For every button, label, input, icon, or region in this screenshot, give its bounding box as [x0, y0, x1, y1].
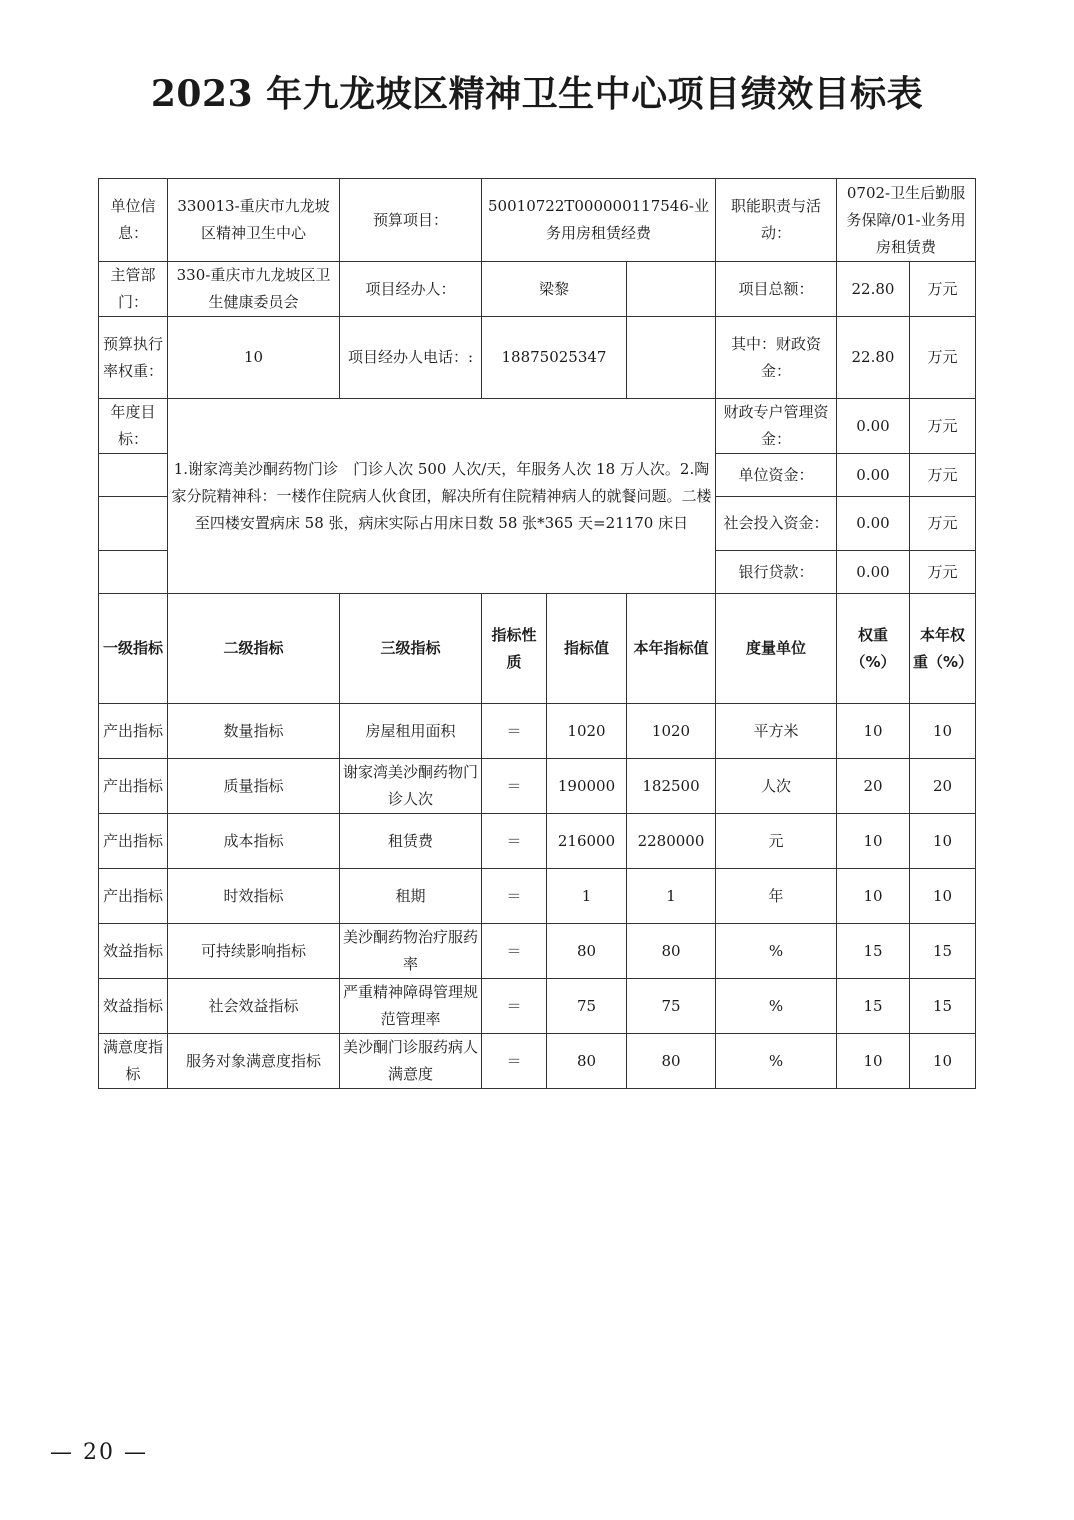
year-value-cell: 1: [627, 869, 716, 924]
weight-cell: 15: [837, 979, 910, 1034]
value-cell: 216000: [547, 814, 627, 869]
header-value: 指标值: [547, 594, 627, 704]
loan-label: 银行贷款：: [716, 551, 837, 594]
unit-label: 单位信息：: [99, 179, 168, 262]
year-value-cell: 182500: [627, 759, 716, 814]
indicator-header-row: [99, 594, 976, 704]
special-unit: 万元: [910, 399, 976, 454]
value-cell: 1020: [547, 704, 627, 759]
empty-cell: [627, 262, 716, 317]
annual-goal-text: 1.谢家湾美沙酮药物门诊 门诊人次 500 人次/天，年服务人次 18 万人次。2.陶家分院精神科：一楼作住院病人伙食团，解决所有住院精神病人的就餐问题。二楼至四楼安置病床 58 张，病床实际占用床日数 58 张*365 天=21170 床日: [168, 399, 716, 594]
phone-label: 项目经办人电话：:: [340, 317, 482, 399]
performance-target-table: [98, 178, 976, 1089]
empty-cell: [99, 454, 168, 497]
page-number: — 20 —: [50, 1440, 148, 1465]
level2-cell: 可持续影响指标: [168, 924, 340, 979]
value-cell: 1: [547, 869, 627, 924]
nature-cell: ＝: [482, 704, 547, 759]
level3-cell: 谢家湾美沙酮药物门诊人次: [340, 759, 482, 814]
nature-cell: ＝: [482, 814, 547, 869]
level2-cell: 时效指标: [168, 869, 340, 924]
header-year-value: 本年指标值: [627, 594, 716, 704]
value-cell: 75: [547, 979, 627, 1034]
duty-value: 0702-卫生后勤服务保障/01-业务用房租赁费: [837, 179, 976, 262]
header-level1: 一级指标: [99, 594, 168, 704]
header-unit: 度量单位: [716, 594, 837, 704]
weight-cell: 10: [837, 814, 910, 869]
year-value-cell: 80: [627, 1034, 716, 1089]
phone-value: 18875025347: [482, 317, 627, 399]
info-row-special: [99, 399, 976, 454]
unit-cell: 平方米: [716, 704, 837, 759]
level3-cell: 美沙酮药物治疗服药率: [340, 924, 482, 979]
empty-cell: [99, 497, 168, 551]
nature-cell: ＝: [482, 869, 547, 924]
header-weight: 权重（%）: [837, 594, 910, 704]
self-value: 0.00: [837, 454, 910, 497]
social-label: 社会投入资金：: [716, 497, 837, 551]
table-row: [99, 924, 976, 979]
header-level3: 三级指标: [340, 594, 482, 704]
level1-cell: 产出指标: [99, 869, 168, 924]
header-nature: 指标性质: [482, 594, 547, 704]
loan-unit: 万元: [910, 551, 976, 594]
loan-value: 0.00: [837, 551, 910, 594]
nature-cell: ＝: [482, 924, 547, 979]
table-row: [99, 979, 976, 1034]
dept-value: 330-重庆市九龙坡区卫生健康委员会: [168, 262, 340, 317]
level1-cell: 满意度指标: [99, 1034, 168, 1089]
year-weight-cell: 20: [910, 759, 976, 814]
table-row: [99, 1034, 976, 1089]
info-row-dept: [99, 262, 976, 317]
total-value: 22.80: [837, 262, 910, 317]
level2-cell: 成本指标: [168, 814, 340, 869]
level3-cell: 严重精神障碍管理规范管理率: [340, 979, 482, 1034]
value-cell: 190000: [547, 759, 627, 814]
unit-cell: %: [716, 979, 837, 1034]
header-year-weight: 本年权重（%）: [910, 594, 976, 704]
weight-cell: 10: [837, 869, 910, 924]
year-weight-cell: 15: [910, 924, 976, 979]
special-label: 财政专户管理资金：: [716, 399, 837, 454]
value-cell: 80: [547, 924, 627, 979]
unit-cell: %: [716, 1034, 837, 1089]
weight-cell: 20: [837, 759, 910, 814]
budget-item-label: 预算项目：: [340, 179, 482, 262]
level1-cell: 效益指标: [99, 979, 168, 1034]
level1-cell: 产出指标: [99, 759, 168, 814]
level1-cell: 产出指标: [99, 814, 168, 869]
total-label: 项目总额：: [716, 262, 837, 317]
fiscal-value: 22.80: [837, 317, 910, 399]
weight-cell: 10: [837, 704, 910, 759]
level3-cell: 房屋租用面积: [340, 704, 482, 759]
info-row-exec: [99, 317, 976, 399]
empty-cell: [99, 551, 168, 594]
duty-label: 职能职责与活动：: [716, 179, 837, 262]
dept-label: 主管部门：: [99, 262, 168, 317]
table-row: [99, 704, 976, 759]
level2-cell: 质量指标: [168, 759, 340, 814]
nature-cell: ＝: [482, 979, 547, 1034]
unit-cell: %: [716, 924, 837, 979]
year-weight-cell: 10: [910, 814, 976, 869]
level3-cell: 美沙酮门诊服药病人满意度: [340, 1034, 482, 1089]
value-cell: 80: [547, 1034, 627, 1089]
level2-cell: 数量指标: [168, 704, 340, 759]
year-weight-cell: 10: [910, 1034, 976, 1089]
manager-value: 梁黎: [482, 262, 627, 317]
level2-cell: 服务对象满意度指标: [168, 1034, 340, 1089]
year-value-cell: 75: [627, 979, 716, 1034]
special-value: 0.00: [837, 399, 910, 454]
budget-item-value: 50010722T000000117546-业务用房租赁经费: [482, 179, 716, 262]
year-weight-cell: 10: [910, 704, 976, 759]
header-level2: 二级指标: [168, 594, 340, 704]
level2-cell: 社会效益指标: [168, 979, 340, 1034]
level3-cell: 租期: [340, 869, 482, 924]
unit-cell: 年: [716, 869, 837, 924]
unit-value: 330013-重庆市九龙坡区精神卫生中心: [168, 179, 340, 262]
self-unit: 万元: [910, 454, 976, 497]
unit-cell: 人次: [716, 759, 837, 814]
social-value: 0.00: [837, 497, 910, 551]
year-weight-cell: 10: [910, 869, 976, 924]
year-weight-cell: 15: [910, 979, 976, 1034]
nature-cell: ＝: [482, 759, 547, 814]
year-value-cell: 80: [627, 924, 716, 979]
level3-cell: 租赁费: [340, 814, 482, 869]
fiscal-label: 其中：财政资金：: [716, 317, 837, 399]
manager-label: 项目经办人：: [340, 262, 482, 317]
level1-cell: 效益指标: [99, 924, 168, 979]
self-label: 单位资金：: [716, 454, 837, 497]
table-row: [99, 814, 976, 869]
unit-cell: 元: [716, 814, 837, 869]
level1-cell: 产出指标: [99, 704, 168, 759]
page-title: 2023 年九龙坡区精神卫生中心项目绩效目标表: [150, 73, 924, 115]
table-row: [99, 759, 976, 814]
indicator-rows: [99, 704, 976, 1089]
social-unit: 万元: [910, 497, 976, 551]
weight-cell: 10: [837, 1034, 910, 1089]
info-row-unit: [99, 179, 976, 262]
year-value-cell: 2280000: [627, 814, 716, 869]
fiscal-unit: 万元: [910, 317, 976, 399]
nature-cell: ＝: [482, 1034, 547, 1089]
empty-cell: [627, 317, 716, 399]
exec-rate-value: 10: [168, 317, 340, 399]
year-value-cell: 1020: [627, 704, 716, 759]
annual-goal-label: 年度目标：: [99, 399, 168, 454]
table-row: [99, 869, 976, 924]
total-unit: 万元: [910, 262, 976, 317]
exec-rate-label: 预算执行率权重：: [99, 317, 168, 399]
weight-cell: 15: [837, 924, 910, 979]
